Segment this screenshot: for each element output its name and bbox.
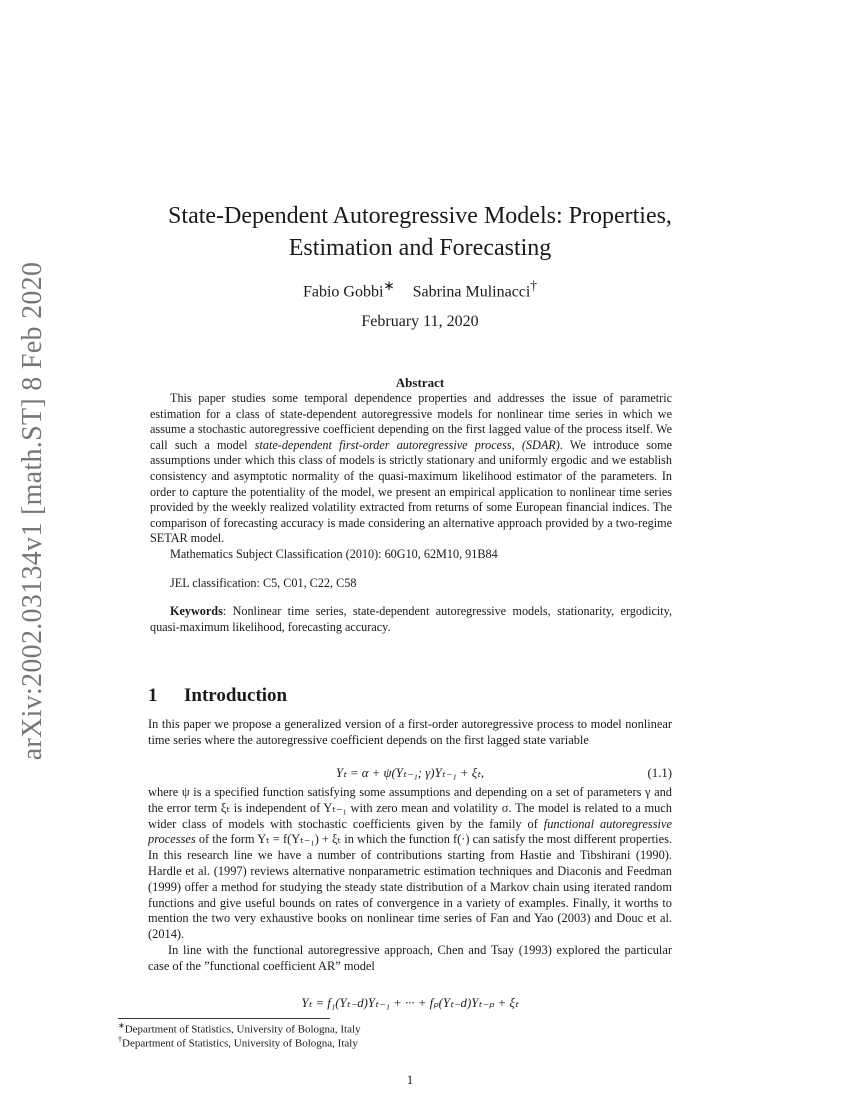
equation-1-1-number: (1.1) bbox=[647, 766, 672, 780]
abstract-text: This paper studies some temporal dependence properties and addresses the issue of parametric estimation for a class of state-dependent autoregressive models for nonlinear time series in which we assume a stochastic autoregressive coefficient depending on the first lagged value of the process itself. We call such a model state-dependent first-order autoregressive process, (SDAR). We introduce some assumptions under which this class of models is strictly stationary and uniformly ergodic and we establish consistency and asymptotic normality of the quasi-maximum likelihood estimator of the parameters. In order to capture the potentiality of the model, we present an empirical application to nonlinear time series provided by the weekly realized volatility extracted from returns of some European financial indices. The comparison of forecasting accuracy is made considering an alternative approach provided by a two-regime SETAR model. bbox=[150, 391, 673, 546]
author-2: Sabrina Mulinacci bbox=[412, 283, 531, 301]
author-2-mark: † bbox=[530, 278, 538, 293]
section-heading bbox=[148, 685, 287, 707]
keywords bbox=[150, 604, 672, 635]
keywords-label: Keywords bbox=[170, 604, 223, 619]
arxiv-id: arXiv:2002.03134v1 [math.ST] 8 Feb 2020 bbox=[17, 261, 48, 760]
intro-paragraph-1: In this paper we propose a generalized version of a first-order autoregressive process to model nonlinear time series where the autoregressive coefficient depends on the first lagged state variable bbox=[148, 717, 672, 747]
keywords-text: : Nonlinear time series, state-dependent autoregressive models, stationarity, ergodicity, quasi-maximum likelihood, forecasting accuracy. bbox=[150, 604, 672, 634]
section-number: 1 bbox=[148, 685, 158, 706]
page-number: 1 bbox=[406, 1073, 414, 1087]
footnote-1: ∗Department of Statistics, University of Bologna, Italy bbox=[118, 1021, 361, 1036]
authors bbox=[140, 278, 700, 301]
title-line-1: State-Dependent Autoregressive Models: Properties, bbox=[168, 203, 672, 229]
author-1-mark: ∗ bbox=[383, 278, 395, 293]
intro-paragraph-2: where ψ is a specified function satisfying some assumptions and depending on a set of parameters γ and the error term ξₜ is independent of Yₜ₋₁ with zero mean and volatility σ. The model is related to a much wider class of models with stochastic coefficients given by the family of functional autoregressive processes of the form Yₜ = f(Yₜ₋₁) + ξₜ in which the function f(·) can satisfy the most different properties. In this research line we have a number of contributions starting from Hastie and Tibshirani (1990). Hardle et al. (1997) reviews alternative nonparametric estimation techniques and Diaconis and Feedman (1999) offer a method for studying the steady state distribution of a Markov chain using iterated random functions and give useful bounds on rates of convergence in a variety of examples. Finally, it worths to mention the two very exhaustive books on nonlinear time series of Fan and Yao (2003) and Douc et al. (2014). In line with the functional autoregressive approach, Chen and Tsay (1993) explored the particular case of the ”functional coefficient AR” model bbox=[148, 785, 672, 973]
equation-1-1 bbox=[148, 766, 672, 781]
abstract-heading: Abstract bbox=[395, 375, 445, 390]
msc-classification: Mathematics Subject Classification (2010): 60G10, 62M10, 91B84 bbox=[170, 546, 498, 561]
intro-paragraph-3: In line with the functional autoregressive approach, Chen and Tsay (1993) explored the particular case of the ”functional coefficient AR” model bbox=[148, 942, 672, 973]
author-1: Fabio Gobbi bbox=[302, 283, 384, 301]
footnote-rule bbox=[118, 1018, 330, 1019]
paper-date: February 11, 2020 bbox=[361, 313, 479, 330]
footnote-2: †Department of Statistics, University of Bologna, Italy bbox=[118, 1035, 358, 1050]
equation-2: Yₜ = f₁(Yₜ₋d)Yₜ₋₁ + ··· + fₚ(Yₜ₋d)Yₜ₋ₚ + ξₜ bbox=[301, 996, 519, 1010]
abstract-body bbox=[150, 391, 672, 635]
title-line-2: Estimation and Forecasting bbox=[288, 235, 552, 261]
jel-classification: JEL classification: C5, C01, C22, C58 bbox=[170, 575, 357, 590]
section-title: Introduction bbox=[184, 685, 288, 706]
paper-title bbox=[140, 200, 700, 264]
arxiv-sidebar bbox=[8, 263, 58, 758]
equation-1-1-body: Yₜ = α + ψ(Yₜ₋₁; γ)Yₜ₋₁ + ξₜ, bbox=[335, 766, 485, 780]
